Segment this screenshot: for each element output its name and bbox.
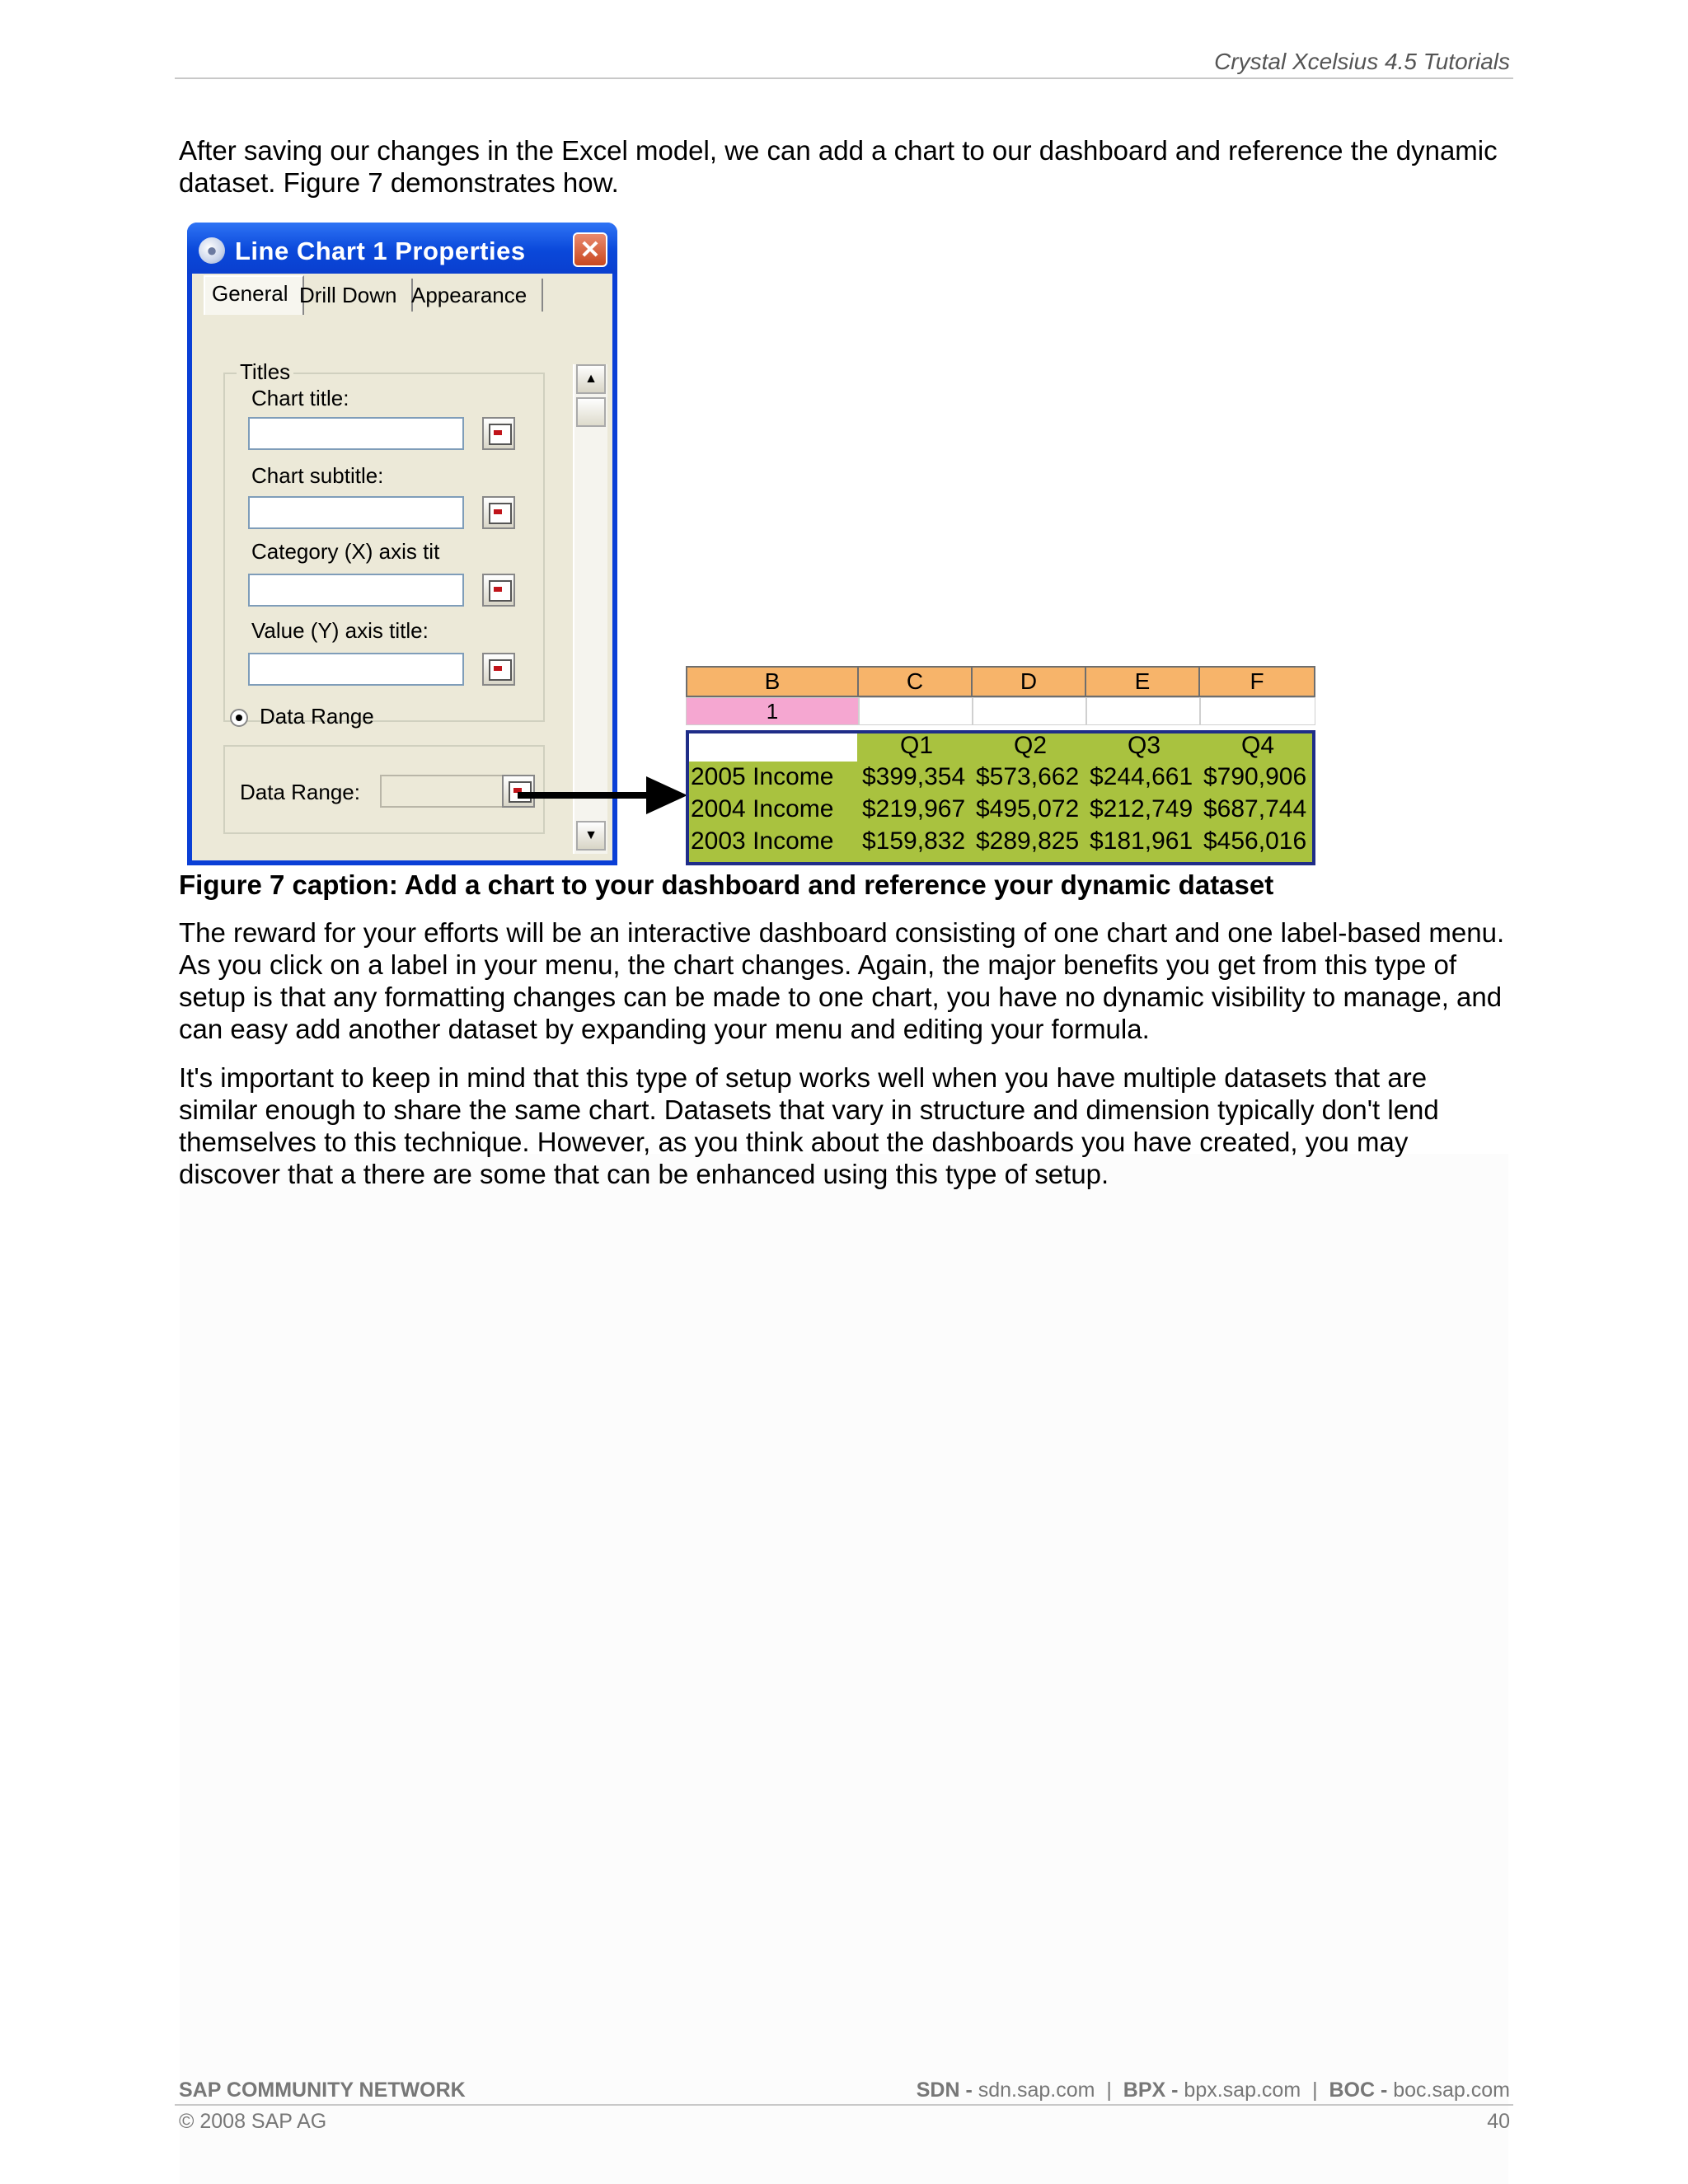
- data-range-radio-label: Data Range: [260, 704, 374, 729]
- value-axis-title-field[interactable]: [248, 653, 464, 686]
- chart-title-label: Chart title:: [251, 386, 349, 410]
- row-label: 2005 Income: [691, 763, 834, 790]
- footer-network-name: SAP COMMUNITY NETWORK: [179, 2079, 466, 2102]
- tab-general[interactable]: General: [204, 275, 304, 315]
- sheet-cell[interactable]: [1200, 697, 1315, 725]
- category-axis-title-label: Category (X) axis tit: [251, 539, 440, 564]
- page-number: 40: [1487, 2110, 1510, 2133]
- header-divider: [175, 77, 1513, 79]
- column-header-b[interactable]: B: [686, 666, 859, 697]
- boc-label: BOC -: [1329, 2079, 1388, 2102]
- sdn-link[interactable]: sdn.sap.com: [978, 2079, 1095, 2102]
- intro-paragraph: After saving our changes in the Excel model, we can add a chart to our dashboard and reference the dynamic dataset. Figure 7 demonstrates how.: [179, 135, 1498, 198]
- value-axis-title-link-button[interactable]: [482, 653, 515, 686]
- row-label: 2003 Income: [691, 827, 834, 855]
- sdn-label: SDN -: [916, 2079, 973, 2102]
- data-cell: $159,832: [862, 827, 966, 855]
- data-cell: $289,825: [976, 827, 1080, 855]
- data-cell: $212,749: [1090, 795, 1193, 823]
- line-chart-properties-dialog: [187, 223, 617, 865]
- data-cell: $573,662: [976, 763, 1080, 790]
- quarter-header: Q4: [1241, 732, 1275, 759]
- column-header-d[interactable]: D: [971, 666, 1086, 697]
- tab-drill-down[interactable]: Drill Down: [293, 279, 413, 312]
- data-range-label: Data Range:: [240, 780, 360, 804]
- quarter-header: Q1: [900, 732, 934, 759]
- scroll-thumb[interactable]: [576, 397, 606, 427]
- pointer-arrow-head: [646, 776, 687, 814]
- bpx-label: BPX -: [1123, 2079, 1179, 2102]
- data-range-link-button[interactable]: [502, 775, 535, 808]
- column-header-e[interactable]: E: [1085, 666, 1200, 697]
- data-range-radio[interactable]: [230, 709, 248, 727]
- titles-group-label: Titles: [237, 359, 293, 385]
- quarter-header: Q2: [1014, 732, 1048, 759]
- data-cell: $219,967: [862, 795, 966, 823]
- close-button[interactable]: [573, 232, 607, 267]
- boc-link[interactable]: boc.sap.com: [1393, 2079, 1510, 2102]
- row-label: 2004 Income: [691, 795, 834, 823]
- data-cell: $399,354: [862, 763, 966, 790]
- close-icon: ✕: [579, 237, 601, 264]
- data-cell: $456,016: [1203, 827, 1307, 855]
- dialog-titlebar[interactable]: [187, 223, 617, 274]
- dialog-body: [192, 274, 612, 860]
- value-axis-title-label: Value (Y) axis title:: [251, 618, 429, 643]
- copyright: © 2008 SAP AG: [179, 2110, 327, 2133]
- sheet-cell[interactable]: [973, 697, 1086, 725]
- reward-paragraph: The reward for your efforts will be an interactive dashboard consisting of one chart and one label-based menu. As you click on a label in your menu, the chart changes. Again, the major benefits you get from this type of setup is that any formatting changes can be made to one chart, you have no dynamic visibility to manage, and can easy add another dataset by expanding your menu and editing your formula.: [179, 917, 1505, 1044]
- selected-cell[interactable]: 1: [686, 697, 859, 725]
- footer-links: [917, 2079, 1510, 2102]
- running-header: Crystal Xcelsius 4.5 Tutorials: [1214, 49, 1510, 74]
- scroll-down-button[interactable]: [576, 821, 606, 851]
- tab-appearance[interactable]: Appearance: [405, 279, 543, 312]
- footer-separator: |: [1306, 2079, 1324, 2102]
- figure-caption: Figure 7 caption: Add a chart to your dashboard and reference your dynamic dataset: [179, 869, 1274, 900]
- column-header-f[interactable]: F: [1198, 666, 1315, 697]
- page-background-panel: [180, 1154, 1508, 2184]
- data-range-field[interactable]: [380, 775, 507, 808]
- footer-separator: |: [1100, 2079, 1118, 2102]
- data-cell: $244,661: [1090, 763, 1193, 790]
- blank-corner-cell: [689, 733, 857, 762]
- scroll-up-button[interactable]: [576, 364, 606, 394]
- chart-title-link-button[interactable]: [482, 417, 515, 450]
- data-cell: $790,906: [1203, 763, 1307, 790]
- vertical-scrollbar[interactable]: [573, 364, 607, 854]
- dialog-title: Line Chart 1 Properties: [235, 237, 526, 265]
- cell-link-icon: [489, 580, 512, 602]
- cell-link-icon: [489, 503, 512, 524]
- chart-title-field[interactable]: [248, 417, 464, 450]
- pointer-arrow-shaft: [518, 792, 649, 799]
- app-icon: ●: [199, 237, 225, 264]
- important-paragraph: It's important to keep in mind that this type of setup works well when you have multiple datasets that are similar enough to share the same chart. Datasets that vary in structure and dimension typically don't lend themselves to this technique. However, as you think about the dashboards you have created, you may discover that a there are some that can be enhanced using this type of setup.: [179, 1062, 1439, 1189]
- cell-link-icon: [489, 659, 512, 681]
- footer-divider: [175, 2104, 1513, 2106]
- chart-subtitle-field[interactable]: [248, 496, 464, 529]
- data-cell: $495,072: [976, 795, 1080, 823]
- data-cell: $687,744: [1203, 795, 1307, 823]
- arrow-down-icon: ▼: [584, 828, 598, 842]
- category-axis-title-link-button[interactable]: [482, 574, 515, 607]
- category-axis-title-field[interactable]: [248, 574, 464, 607]
- sheet-cell[interactable]: [859, 697, 973, 725]
- cell-link-icon: [489, 424, 512, 445]
- chart-subtitle-link-button[interactable]: [482, 496, 515, 529]
- dynamic-dataset-range[interactable]: [686, 730, 1315, 865]
- bpx-link[interactable]: bpx.sap.com: [1184, 2079, 1301, 2102]
- chart-subtitle-label: Chart subtitle:: [251, 463, 384, 488]
- data-cell: $181,961: [1090, 827, 1193, 855]
- column-header-c[interactable]: C: [857, 666, 973, 697]
- sheet-cell[interactable]: [1086, 697, 1200, 725]
- arrow-up-icon: ▲: [584, 372, 598, 386]
- quarter-header: Q3: [1128, 732, 1161, 759]
